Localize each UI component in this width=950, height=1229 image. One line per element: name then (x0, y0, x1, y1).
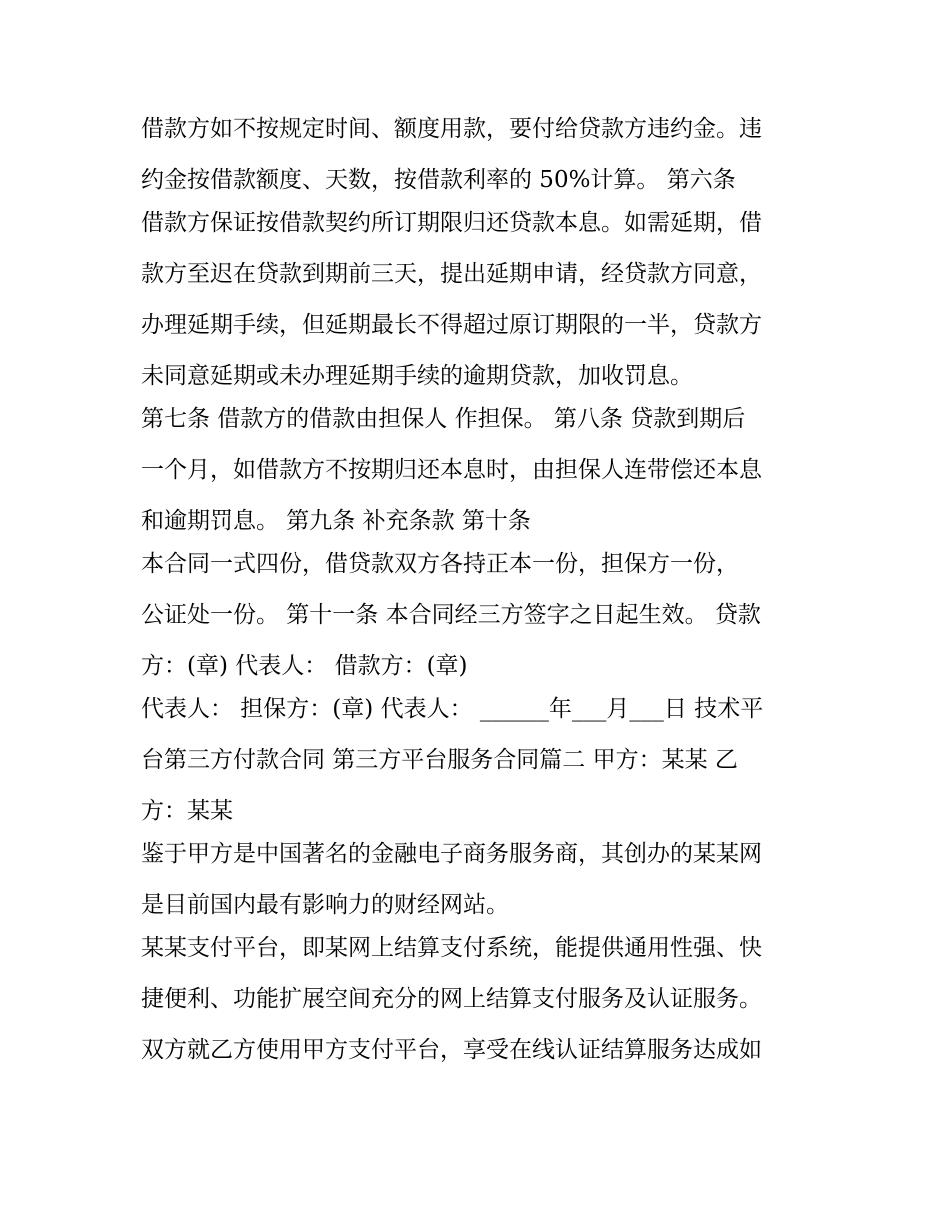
text-line: 台第三方付款合同 第三方平台服务合同篇二 甲方：某某 乙 (141, 747, 738, 773)
text-line: 和逾期罚息。 第九条 补充条款 第十条 (141, 508, 531, 534)
text-line: 借款方保证按借款契约所订期限归还贷款本息。如需延期，借 (141, 210, 762, 236)
text-line: 代表人： 担保方：(章) 代表人： ______年___月___日 技术平 (141, 696, 764, 722)
text-line: 方：(章) 代表人： 借款方：(章) (141, 653, 468, 679)
text-line: 未同意延期或未办理延期手续的逾期贷款，加收罚息。 (141, 363, 693, 389)
text-line: 双方就乙方使用甲方支付平台，享受在线认证结算服务达成如 (141, 1037, 762, 1063)
text-line: 某某支付平台，即某网上结算支付系统，能提供通用性强、快 (141, 935, 762, 961)
text-line: 第七条 借款方的借款由担保人 作担保。 第八条 贷款到期后 (141, 406, 746, 432)
text-line: 一个月，如借款方不按期归还本息时，由担保人连带偿还本息 (141, 457, 762, 483)
contract-text (141, 112, 821, 1067)
text-line: 捷便利、功能扩展空间充分的网上结算支付服务及认证服务。 (141, 986, 762, 1012)
text-line: 公证处一份。 第十一条 本合同经三方签字之日起生效。 贷款 (141, 602, 761, 628)
text-line: 款方至迟在贷款到期前三天，提出延期申请，经贷款方同意， (141, 261, 762, 287)
text-line: 办理延期手续，但延期最长不得超过原订期限的一半，贷款方 (141, 312, 762, 338)
text-line: 方：某某 (141, 798, 233, 824)
text-line: 是目前国内最有影响力的财经网站。 (141, 892, 509, 918)
text-line: 借款方如不按规定时间、额度用款，要付给贷款方违约金。违 (141, 116, 762, 142)
text-line: 本合同一式四份，借贷款双方各持正本一份，担保方一份， (141, 551, 739, 577)
text-line: 约金按借款额度、天数，按借款利率的 50%计算。 第六条 (141, 167, 736, 193)
text-line: 鉴于甲方是中国著名的金融电子商务服务商，其创办的某某网 (141, 841, 762, 867)
